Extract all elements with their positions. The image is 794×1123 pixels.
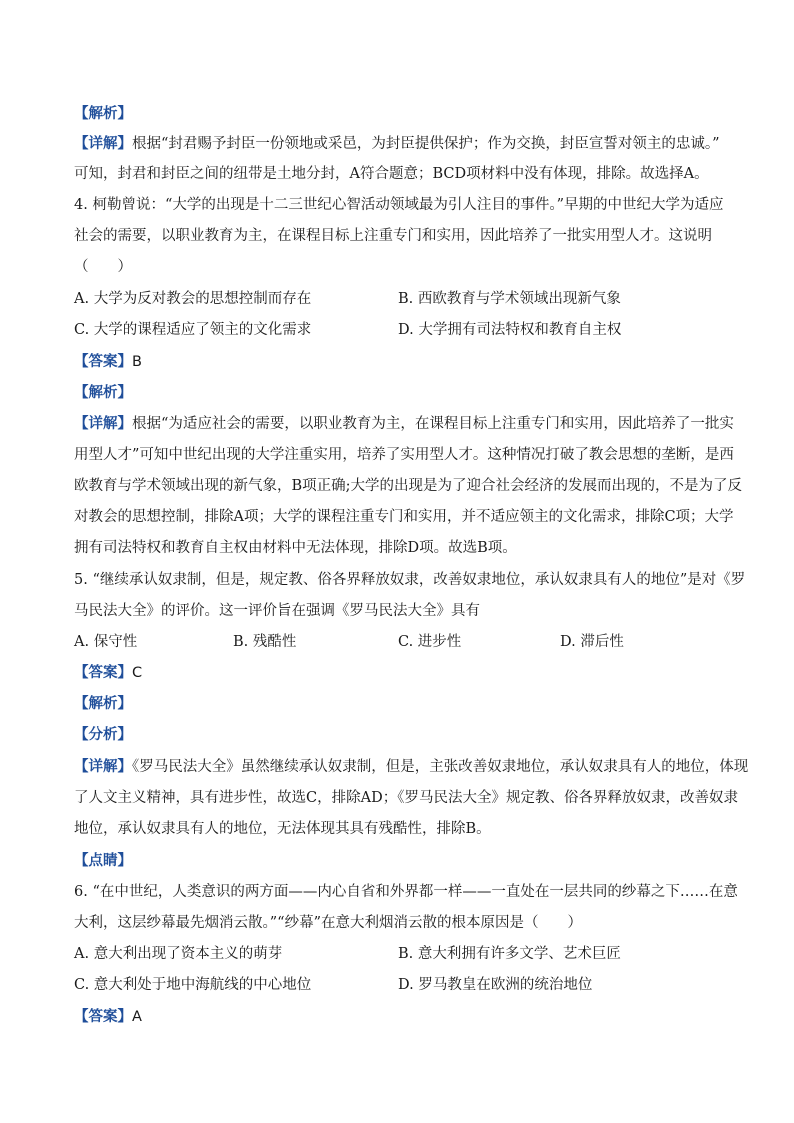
fenxi-heading: 【分析】: [74, 727, 132, 743]
detail-paragraph: 【详解】根据“封君赐予封臣一份领地或采邑，为封臣提供保护；作为交换，封臣宣誓对领主的忠诚。”: [74, 136, 720, 152]
question-6-option-b: B. 意大利拥有许多文学、艺术巨匠: [398, 946, 621, 962]
question-6-option-c: C. 意大利处于地中海航线的中心地位: [74, 977, 312, 993]
question-4-option-c: C. 大学的课程适应了领主的文化需求: [74, 322, 312, 338]
question-6-stem: 6. “在中世纪，人类意识的两方面——内心自省和外界都一样——一直处在一层共同的纱幕之下……在意: [74, 884, 738, 900]
dianjing-heading: 【点睛】: [74, 853, 132, 869]
question-4-stem-line: （ ）: [74, 259, 132, 275]
analysis-heading: 【解析】: [74, 385, 132, 401]
question-4-answer: 【答案】B: [74, 354, 142, 370]
analysis-heading: 【解析】: [74, 696, 132, 712]
question-6-stem-line: 大利，这层纱幕最先烟消云散。”“纱幕”在意大利烟消云散的根本原因是（ ）: [74, 915, 582, 931]
analysis-heading: 【解析】: [74, 106, 132, 122]
question-5-answer: 【答案】C: [74, 665, 143, 681]
detail-paragraph-line: 可知，封君和封臣之间的纽带是土地分封，A符合题意；BCD项材料中没有体现，排除。故选择A。: [74, 166, 709, 182]
question-5-detail-line: 了人文主义精神，具有进步性，故选C，排除AD；《罗马民法大全》规定教、俗各界释放奴隶，改善奴隶: [74, 790, 738, 806]
question-6-answer: 【答案】A: [74, 1009, 142, 1025]
question-4-stem-line: 社会的需要，以职业教育为主，在课程目标上注重专门和实用，因此培养了一批实用型人才。这说明: [74, 228, 712, 244]
question-6-option-d: D. 罗马教皇在欧洲的统治地位: [398, 977, 593, 993]
question-4-detail-line: 拥有司法特权和教育自主权由材料中无法体现，排除D项。故选B项。: [74, 540, 517, 556]
question-4-detail-line: 欧教育与学术领域出现的新气象，B项正确;大学的出现是为了迎合社会经济的发展而出现的，不是为了反: [74, 478, 743, 494]
question-5-stem-line: 马民法大全》的评价。这一评价旨在强调《罗马民法大全》具有: [74, 603, 480, 619]
question-6-option-a: A. 意大利出现了资本主义的萌芽: [74, 946, 283, 962]
question-5-stem: 5. “继续承认奴隶制，但是，规定教、俗各界释放奴隶，改善奴隶地位，承认奴隶具有人的地位”是对《罗: [74, 572, 746, 588]
question-5-option-b: B. 残酷性: [233, 634, 297, 650]
question-5-option-a: A. 保守性: [74, 634, 138, 650]
question-4-option-a: A. 大学为反对教会的思想控制而存在: [74, 291, 312, 307]
question-4-detail-line: 用型人才”可知中世纪出现的大学注重实用，培养了实用型人才。这种情况打破了教会思想的垄断，是西: [74, 447, 734, 463]
question-4-stem: 4. 柯勒曾说：“大学的出现是十二三世纪心智活动领域最为引人注目的事件。”早期的中世纪大学为适应: [74, 197, 724, 213]
question-4-option-b: B. 西欧教育与学术领域出现新气象: [398, 291, 621, 307]
question-5-detail-line: 地位，承认奴隶具有人的地位，无法体现其具有残酷性，排除B。: [74, 821, 491, 837]
question-5-detail: 【详解】《罗马民法大全》虽然继续承认奴隶制，但是，主张改善奴隶地位，承认奴隶具有人的地位，体现: [74, 759, 749, 775]
question-4-option-d: D. 大学拥有司法特权和教育自主权: [398, 322, 622, 338]
question-4-detail-line: 对教会的思想控制，排除A项；大学的课程注重专门和实用，并不适应领主的文化需求，排除C项；大学: [74, 509, 734, 525]
question-4-detail: 【详解】根据“为适应社会的需要，以职业教育为主，在课程目标上注重专门和实用，因此培养了一批实: [74, 416, 734, 432]
question-5-option-d: D. 滞后性: [560, 634, 624, 650]
question-5-option-c: C. 进步性: [398, 634, 462, 650]
